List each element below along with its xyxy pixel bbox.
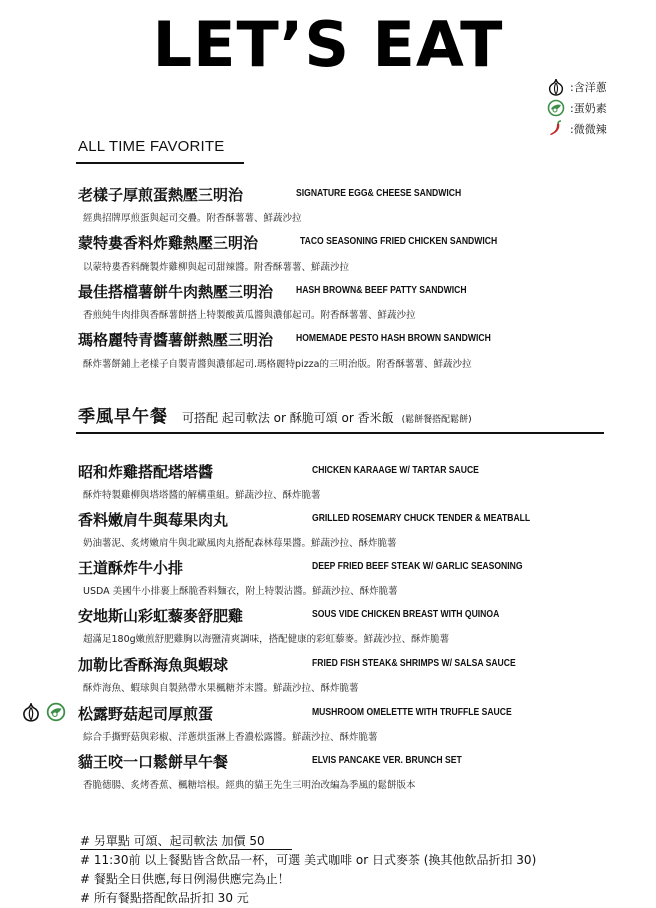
menu-item <box>78 751 462 791</box>
item-name-zh: 蒙特婁香料炸雞熱壓三明治 <box>78 234 259 252</box>
menu-item <box>78 329 491 370</box>
item-description: 超滿足180g嫩煎舒肥雞胸以海鹽清爽調味，搭配健康的彩虹藜麥。鮮蔬沙拉、酥炸脆薯 <box>83 634 450 645</box>
section-heading-all-time-favorite: ALL TIME FAVORITE <box>78 138 225 155</box>
item-diet-icons <box>22 702 66 726</box>
legend-row-veg <box>546 97 607 118</box>
note-underline <box>80 849 292 850</box>
item-name-zh: 貓王咬一口鬆餅早午餐 <box>78 753 229 771</box>
item-description: 以蒙特婁香料醃製炸雞柳與起司甜辣醬。附香酥薯薯、鮮蔬沙拉 <box>83 262 350 273</box>
item-description: 酥炸特製雞柳與塔塔醬的解構重組。鮮蔬沙拉、酥炸脆薯 <box>83 490 321 501</box>
note-line: # 另單點 可頌、起司軟法 加價 50 <box>80 834 265 848</box>
dietary-legend <box>546 76 607 139</box>
legend-label: :蛋奶素 <box>570 101 607 115</box>
item-name-zh: 瑪格麗特青醬薯餅熱壓三明治 <box>78 331 274 349</box>
menu-item <box>78 184 462 224</box>
item-description: 香煎純牛肉排與香酥薯餅搭上特製酸黃瓜醬與濃郁起司。附香酥薯薯、鮮蔬沙拉 <box>83 310 416 321</box>
section-title: 季風早午餐 <box>78 407 168 427</box>
item-name-en: SIGNATURE EGG& CHEESE SANDWICH <box>296 188 462 199</box>
menu-item <box>78 703 512 743</box>
menu-item <box>78 461 479 501</box>
menu-item <box>78 557 523 597</box>
item-name-en: HOMEMADE PESTO HASH BROWN SANDWICH <box>296 333 491 344</box>
note-line: # 餐點全日供應,每日例湯供應完為止！ <box>80 872 290 886</box>
chili-icon <box>546 120 566 138</box>
item-description: 酥炸海魚、蝦球與自製熱帶水果楓糖芥末醬。鮮蔬沙拉、酥炸脆薯 <box>83 683 359 694</box>
item-name-zh: 老樣子厚煎蛋熱壓三明治 <box>78 186 244 204</box>
menu-item <box>78 281 467 321</box>
item-name-zh: 松露野菇起司厚煎蛋 <box>78 705 214 723</box>
legend-row-onion <box>546 76 607 97</box>
section-divider <box>76 162 244 164</box>
section-heading-seasonal-brunch <box>78 402 472 427</box>
item-name-en: CHICKEN KARAAGE W/ TARTAR SAUCE <box>312 465 479 476</box>
menu-notes <box>80 832 536 908</box>
menu-item <box>78 232 498 273</box>
egg-milk-veg-icon <box>546 99 566 117</box>
item-name-en: SOUS VIDE CHICKEN BREAST WITH QUINOA <box>312 609 500 620</box>
menu-item <box>78 605 500 645</box>
item-name-en: ELVIS PANCAKE VER. BRUNCH SET <box>312 755 462 766</box>
legend-label: :微微辣 <box>570 122 607 136</box>
item-name-en: MUSHROOM OMELETTE WITH TRUFFLE SAUCE <box>312 707 512 718</box>
item-name-en: TACO SEASONING FRIED CHICKEN SANDWICH <box>300 236 498 247</box>
item-name-zh: 香料嫩肩牛與莓果肉丸 <box>78 511 229 529</box>
egg-milk-veg-icon <box>46 702 66 726</box>
onion-icon <box>22 702 40 726</box>
item-description: USDA 美國牛小排裹上酥脆香料麵衣，附上特製沾醬。鮮蔬沙拉、酥炸脆薯 <box>83 586 398 597</box>
item-name-en: FRIED FISH STEAK& SHRIMPS W/ SALSA SAUCE <box>312 658 516 669</box>
note-line: # 11:30前 以上餐點皆含飲品一杯，可選 美式咖啡 or 日式麥茶 (換其他飲品折扣 30) <box>80 853 537 867</box>
section-subnote: (鬆餅餐搭配鬆餅) <box>401 415 472 425</box>
item-name-zh: 加勒比香酥海魚與蝦球 <box>78 656 229 674</box>
menu-item <box>78 509 531 549</box>
note-line: # 所有餐點搭配飲品折扣 30 元 <box>80 891 249 905</box>
item-description: 香脆德腸、炙烤香蕉、楓糖培根。經典的貓王先生三明治改編為季風的鬆餅版本 <box>83 780 416 791</box>
item-name-zh: 昭和炸雞搭配塔塔醬 <box>78 463 214 481</box>
item-description: 酥炸薯餅鋪上老樣子自製青醬與濃郁起司.瑪格麗特pizza的三明治版。附香酥薯薯、鮮蔬沙拉 <box>83 359 472 370</box>
legend-row-chili <box>546 118 607 139</box>
item-name-zh: 王道酥炸牛小排 <box>78 559 184 577</box>
onion-icon <box>546 78 566 96</box>
item-description: 奶油薯泥、炙烤嫩肩牛與北歐風肉丸搭配森林莓果醬。鮮蔬沙拉、酥炸脆薯 <box>83 538 397 549</box>
menu-title: LET’S EAT <box>152 8 504 81</box>
item-name-en: HASH BROWN& BEEF PATTY SANDWICH <box>296 285 467 296</box>
item-name-en: DEEP FRIED BEEF STEAK W/ GARLIC SEASONING <box>312 561 523 572</box>
item-name-zh: 安地斯山彩虹藜麥舒肥雞 <box>78 607 244 625</box>
legend-label: :含洋蔥 <box>570 80 607 94</box>
section-subtitle: 可搭配 起司軟法 or 酥脆可頌 or 香米飯 <box>182 411 394 425</box>
item-description: 綜合手撕野菇與彩椒、洋蔥烘蛋淋上香濃松露醬。鮮蔬沙拉、酥炸脆薯 <box>83 732 378 743</box>
menu-item <box>78 654 516 694</box>
item-name-en: GRILLED ROSEMARY CHUCK TENDER & MEATBALL <box>312 513 531 524</box>
section-divider <box>76 432 604 434</box>
item-description: 經典招牌厚煎蛋與起司交疊。附香酥薯薯、鮮蔬沙拉 <box>83 213 302 224</box>
item-name-zh: 最佳搭檔薯餅牛肉熱壓三明治 <box>78 283 274 301</box>
